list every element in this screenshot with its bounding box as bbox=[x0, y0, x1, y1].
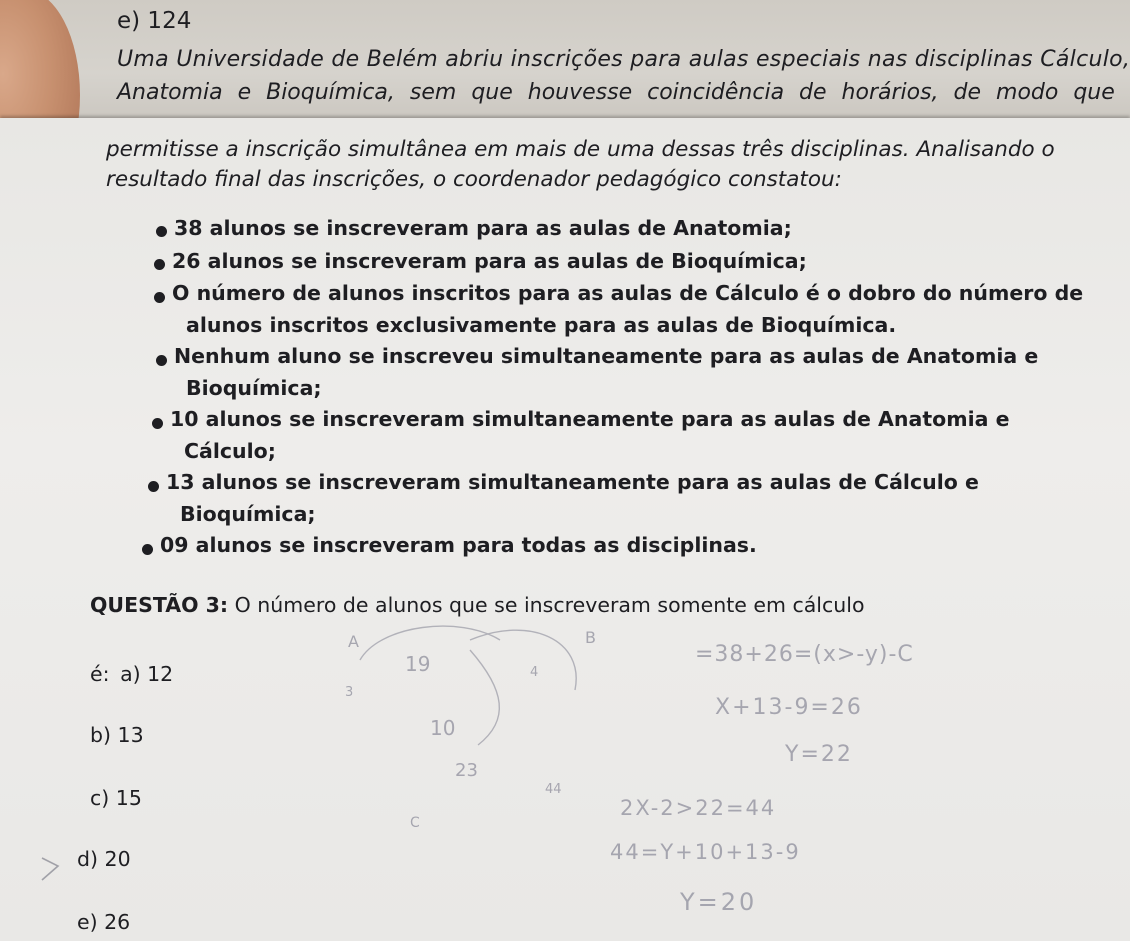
intro-line-3: permitisse a inscrição simultânea em mais de uma dessas três disciplinas. Analisando o bbox=[106, 137, 1055, 162]
option-b[interactable]: b) 13 bbox=[90, 723, 144, 747]
option-d[interactable]: d) 20 bbox=[77, 847, 131, 871]
fact-text: O número de alunos inscritos para as aulas de Cálculo é o dobro do número de bbox=[172, 281, 1084, 305]
pencil-equation-3: Y=22 bbox=[785, 742, 853, 767]
question-stem-end: é: bbox=[90, 662, 110, 686]
pencil-letter-c: C bbox=[410, 815, 420, 831]
pencil-equation-2: X+13-9=26 bbox=[715, 695, 863, 720]
pencil-equation-1: =38+26=(x>-y)-C bbox=[695, 642, 914, 667]
fact-text-continued: alunos inscritos exclusivamente para as aulas de Bioquímica. bbox=[186, 313, 897, 337]
question-text: O número de alunos que se inscreveram somente em cálculo bbox=[228, 593, 865, 617]
fact-text-continued: Bioquímica; bbox=[186, 376, 322, 400]
fact-text: 26 alunos se inscreveram para as aulas de Bioquímica; bbox=[172, 249, 807, 273]
previous-answer-option: e) 124 bbox=[117, 8, 192, 34]
pencil-letter-a: A bbox=[348, 632, 359, 651]
intro-line-1: Uma Universidade de Belém abriu inscrições para aulas especiais nas disciplinas Cálculo, bbox=[117, 47, 1130, 72]
pencil-equation-4: 2X-2>22=44 bbox=[620, 796, 777, 820]
pencil-number-4: 4 bbox=[530, 665, 539, 680]
fact-text-continued: Cálculo; bbox=[184, 439, 276, 463]
fact-text: 38 alunos se inscreveram para as aulas de Anatomia; bbox=[174, 216, 792, 240]
intro-line-4: resultado final das inscrições, o coordenador pedagógico constatou: bbox=[106, 167, 842, 192]
fact-text: 09 alunos se inscreveram para todas as disciplinas. bbox=[160, 533, 757, 557]
venn-circle-c bbox=[470, 650, 499, 745]
question-label: QUESTÃO 3: bbox=[90, 593, 229, 617]
fact-text: 13 alunos se inscreveram simultaneamente para as aulas de Cálculo e bbox=[166, 470, 979, 494]
pencil-number-23: 23 bbox=[455, 760, 478, 781]
pencil-number-44: 44 bbox=[545, 782, 562, 797]
fact-text: Nenhum aluno se inscreveu simultaneamente para as aulas de Anatomia e bbox=[174, 344, 1039, 368]
pencil-number-10: 10 bbox=[430, 716, 456, 740]
fact-text: 10 alunos se inscreveram simultaneamente para as aulas de Anatomia e bbox=[170, 407, 1010, 431]
check-mark bbox=[42, 858, 58, 880]
option-a[interactable]: a) 12 bbox=[120, 662, 174, 686]
pencil-letter-b: B bbox=[585, 628, 596, 647]
option-e[interactable]: e) 26 bbox=[77, 910, 131, 934]
fact-text-continued: Bioquímica; bbox=[180, 502, 316, 526]
pencil-number-19: 19 bbox=[405, 652, 431, 676]
pencil-equation-6: Y=20 bbox=[680, 888, 758, 916]
intro-line-2: Anatomia e Bioquímica, sem que houvesse coincidência de horários, de modo que bbox=[117, 80, 1115, 105]
pencil-equation-5: 44=Y+10+13-9 bbox=[610, 840, 801, 864]
pencil-number-3: 3 bbox=[345, 685, 354, 700]
option-c[interactable]: c) 15 bbox=[90, 786, 142, 810]
venn-circle-b bbox=[470, 630, 576, 690]
